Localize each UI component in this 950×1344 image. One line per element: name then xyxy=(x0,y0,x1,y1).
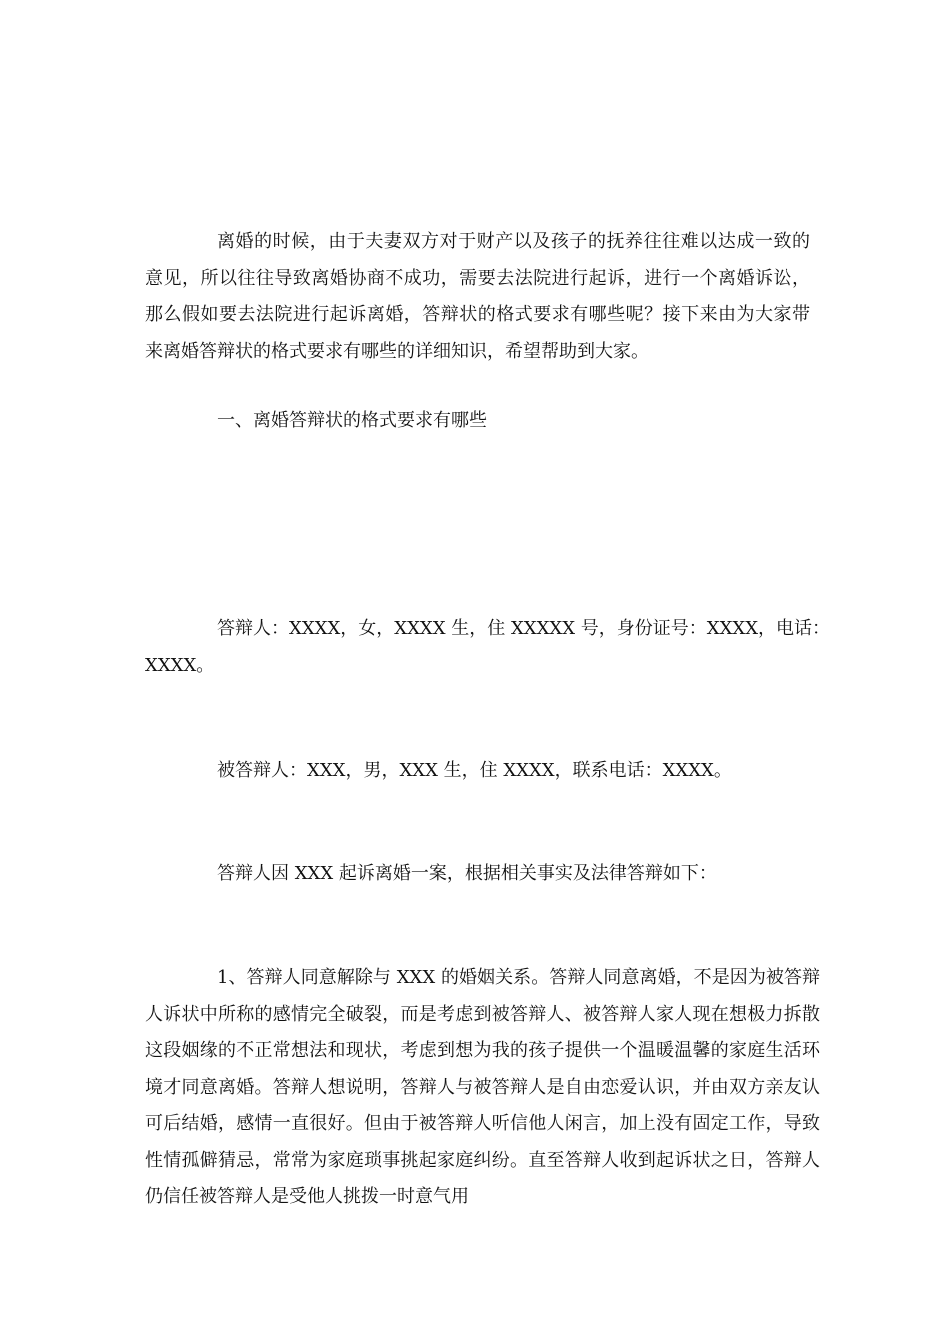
point1-paragraph: 1、答辩人同意解除与 XXX 的婚姻关系。答辩人同意离婚，不是因为被答辩人诉状中所称的感情完全破裂，而是考虑到被答辩人、被答辩人家人现在想极力拆散这段姻缘的不正常想法和现状，考虑到想为我的孩子提供一个温暖温馨的家庭生活环境才同意离婚。答辩人想说明，答辩人与被答辩人是自由恋爱认识，并由双方亲友认可后结婚，感情一直很好。但由于被答辩人听信他人闲言，加上没有固定工作，导致性情孤僻猜忌，常常为家庭琐事挑起家庭纠纷。直至答辩人收到起诉状之日，答辩人仍信任被答辩人是受他人挑拨一时意气用 xyxy=(145,967,820,1207)
section-heading: 一、离婚答辩状的格式要求有哪些 xyxy=(217,410,487,431)
plaintiff-info-line: 被答辩人：XXX，男，XXX 生，住 XXXX，联系电话：XXXX。 xyxy=(217,760,732,781)
respondent-info-line2: XXXX。 xyxy=(145,655,215,676)
case-statement: 答辩人因 XXX 起诉离婚一案，根据相关事实及法律答辩如下： xyxy=(217,863,717,884)
respondent-info-line1: 答辩人：XXXX，女，XXXX 生，住 XXXXX 号，身份证号：XXXX，电话： xyxy=(217,618,831,639)
intro-paragraph: 离婚的时候，由于夫妻双方对于财产以及孩子的抚养往往难以达成一致的意见，所以往往导致离婚协商不成功，需要去法院进行起诉，进行一个离婚诉讼，那么假如要去法院进行起诉离婚，答辩状的格式要求有哪些呢？接下来由为大家带来离婚答辩状的格式要求有哪些的详细知识，希望帮助到大家。 xyxy=(145,231,810,362)
